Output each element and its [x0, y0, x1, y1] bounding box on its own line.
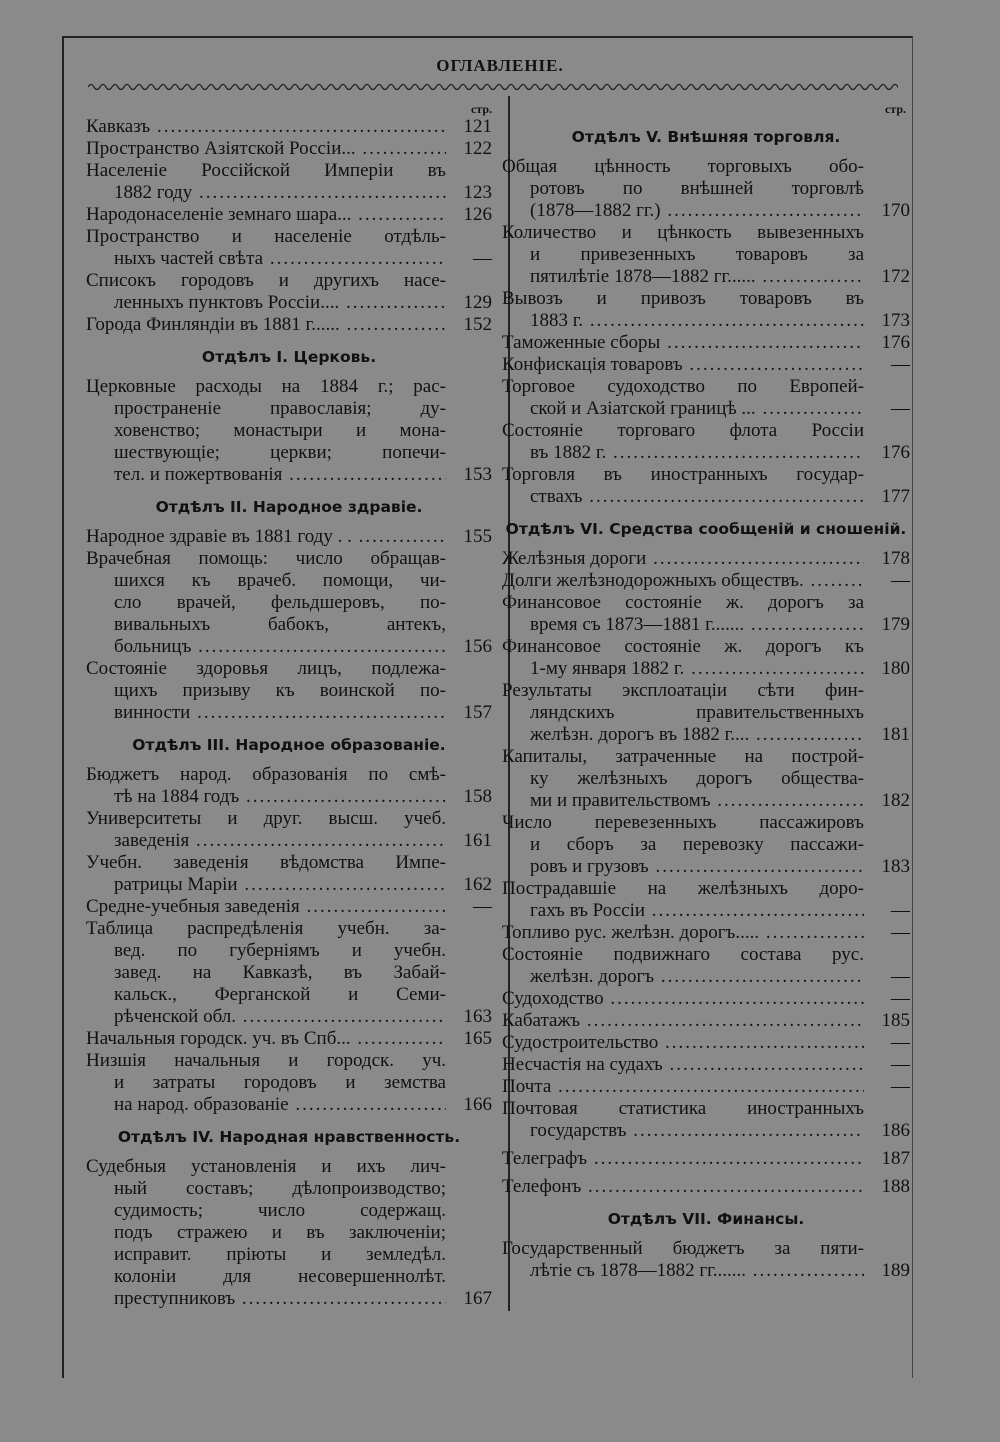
toc-entry[interactable] — [86, 808, 492, 852]
toc-entry[interactable] — [502, 222, 910, 288]
section-heading: Отдѣлъ V. Внѣшняя торговля. — [571, 128, 841, 146]
toc-entry[interactable] — [502, 156, 910, 222]
toc-entry-line: ротовъ по внѣшней торговлѣ — [530, 178, 864, 199]
page-number: 188 — [881, 1176, 910, 1197]
page-number: 166 — [463, 1094, 492, 1115]
toc-entry-line: Почта ..... — [502, 1076, 864, 1098]
toc-right-column — [502, 98, 910, 1282]
toc-entry-line: вивальныхъ бабокъ, антекъ, — [114, 614, 446, 635]
toc-entry[interactable] — [502, 812, 910, 878]
toc-entry-line: ленныхъ пунктовъ Россіи.... ..... — [86, 292, 446, 314]
toc-entry-line: ховенство; монастыри и мона- — [114, 420, 446, 441]
page-number: 167 — [463, 1288, 492, 1309]
toc-entry[interactable] — [502, 988, 910, 1010]
toc-entry-line: Низшія начальныя и городск. уч. — [86, 1050, 446, 1071]
page-column-header: стр. — [470, 102, 492, 116]
page-number: 182 — [881, 790, 910, 811]
toc-entry[interactable] — [502, 944, 910, 988]
page-number: 156 — [463, 636, 492, 657]
toc-left-column — [86, 98, 492, 1310]
toc-entry-line: 1882 году ..... — [86, 182, 446, 204]
toc-entry-line: Судостроительство ..... — [502, 1032, 864, 1054]
toc-entry-line: винности ..... — [86, 702, 446, 724]
toc-entry-line: ляндскихъ правительственныхъ — [530, 702, 864, 723]
toc-entry-line: Состояніе подвижнаго состава рус. — [502, 944, 864, 965]
page-number: 170 — [881, 200, 910, 221]
toc-list-left — [86, 116, 492, 1310]
toc-entry-line: преступниковъ ..... — [86, 1288, 446, 1310]
toc-entry-line: Телеграфъ ..... — [502, 1148, 864, 1170]
toc-entry-line: Списокъ городовъ и другихъ насе- — [86, 270, 446, 291]
toc-entry[interactable] — [502, 332, 910, 354]
toc-entry[interactable] — [502, 680, 910, 746]
toc-entry[interactable] — [502, 1098, 910, 1142]
page-number: 158 — [463, 786, 492, 807]
toc-entry-line: Долги желѣзнодорожныхъ обществъ. ..... — [502, 570, 864, 592]
toc-entry-line: Средне-учебныя заведенія ..... — [86, 896, 446, 918]
toc-entry-line: Кабатажъ ..... — [502, 1010, 864, 1032]
toc-entry[interactable] — [86, 1028, 492, 1050]
toc-entry[interactable] — [86, 526, 492, 548]
toc-entry[interactable] — [502, 548, 910, 570]
toc-entry-line: колоніи для несовершеннолѣт. — [114, 1266, 446, 1287]
toc-entry[interactable] — [502, 878, 910, 922]
toc-entry[interactable] — [502, 1076, 910, 1098]
toc-entry-line: Начальныя городск. уч. въ Спб... ..... — [86, 1028, 446, 1050]
page-number: 187 — [881, 1148, 910, 1169]
page-number: 165 — [463, 1028, 492, 1049]
page-number: 172 — [881, 266, 910, 287]
page-number: 186 — [881, 1120, 910, 1141]
page-number: 153 — [463, 464, 492, 485]
toc-entry-line: ку желѣзныхъ дорогъ общества- — [530, 768, 864, 789]
toc-entry-line: подъ стражею и въ заключеніи; — [114, 1222, 446, 1243]
toc-entry[interactable] — [86, 204, 492, 226]
toc-entry[interactable] — [86, 160, 492, 204]
toc-entry-line: Врачебная помощь: число обращав- — [86, 548, 446, 569]
toc-entry[interactable] — [502, 1176, 910, 1198]
toc-entry-line: Число перевезенныхъ пассажировъ — [502, 812, 864, 833]
toc-entry[interactable] — [502, 746, 910, 812]
toc-entry-line: ми и правительствомъ ..... — [502, 790, 864, 812]
toc-entry-line: Общая цѣнность торговыхъ обо- — [502, 156, 864, 177]
page-number: 180 — [881, 658, 910, 679]
toc-entry-line: и затраты городовъ и земства — [114, 1072, 446, 1093]
toc-entry[interactable] — [86, 852, 492, 896]
toc-entry[interactable] — [86, 1156, 492, 1310]
toc-entry-line: больницъ ..... — [86, 636, 446, 658]
toc-entry-line: Населеніе Россійской Имперіи въ — [86, 160, 446, 181]
toc-entry[interactable] — [502, 354, 910, 376]
page-number: 173 — [881, 310, 910, 331]
toc-entry[interactable] — [502, 1148, 910, 1170]
toc-entry-line: Народонаселеніе земнаго шара... ..... — [86, 204, 446, 226]
page-number: 183 — [881, 856, 910, 877]
toc-entry-line: шествующіе; церкви; попечи- — [114, 442, 446, 463]
page-number: 185 — [881, 1010, 910, 1031]
toc-entry-line: Телефонъ ..... — [502, 1176, 864, 1198]
toc-entry-line: желѣзн. дорогъ въ 1882 г.... ..... — [502, 724, 864, 746]
toc-entry-line: тел. и пожертвованія ..... — [86, 464, 446, 486]
toc-entry[interactable] — [86, 548, 492, 658]
page-number: 178 — [881, 548, 910, 569]
toc-entry-line: Народное здравіе въ 1881 году . . ..... — [86, 526, 446, 548]
toc-entry[interactable] — [86, 138, 492, 160]
toc-entry-line: Таблица распредѣленія учебн. за- — [86, 918, 446, 939]
toc-entry-line: гахъ въ Россіи ..... — [502, 900, 864, 922]
toc-entry-line: заведенія ..... — [86, 830, 446, 852]
toc-entry-line: Кавказъ ..... — [86, 116, 446, 138]
toc-entry-line: Капиталы, затраченные на построй- — [502, 746, 864, 767]
page-title: ОГЛАВЛЕНІЕ. — [436, 56, 564, 75]
toc-entry[interactable] — [502, 464, 910, 508]
page-number: — — [891, 1032, 910, 1053]
section-heading: Отдѣлъ IV. Народная нравственность. — [117, 1128, 461, 1146]
toc-entry[interactable] — [86, 764, 492, 808]
toc-entry-line: 1883 г. ..... — [502, 310, 864, 332]
toc-entry[interactable] — [502, 376, 910, 420]
toc-entry-line: ствахъ ..... — [502, 486, 864, 508]
page-number: — — [891, 1054, 910, 1075]
toc-entry[interactable] — [502, 922, 910, 944]
toc-entry-line: желѣзн. дорогъ ..... — [502, 966, 864, 988]
toc-entry-line: Почтовая статистика иностранныхъ — [502, 1098, 864, 1119]
page-number: 176 — [881, 332, 910, 353]
toc-entry-line: Топливо рус. желѣзн. дорогъ..... ..... — [502, 922, 864, 944]
section-heading: Отдѣлъ VI. Средства сообщеній и сношеній. — [505, 520, 907, 538]
toc-entry[interactable] — [86, 270, 492, 314]
toc-entry-line: исправит. пріюты и земледѣл. — [114, 1244, 446, 1265]
toc-entry-line: и сборъ за перевозку пассажи- — [530, 834, 864, 855]
toc-entry-line: Таможенные сборы ..... — [502, 332, 864, 354]
toc-entry-line: Финансовое состояніе ж. дорогъ къ — [502, 636, 864, 657]
toc-entry-line: государствъ ..... — [502, 1120, 864, 1142]
toc-entry-line: ровъ и грузовъ ..... — [502, 856, 864, 878]
page-number: 179 — [881, 614, 910, 635]
toc-entry-line: Результаты эксплоатаціи сѣти фин- — [502, 680, 864, 701]
page-number: — — [891, 354, 910, 375]
page-number: — — [891, 1076, 910, 1097]
page-number: — — [891, 988, 910, 1009]
toc-entry-line: Пространство Азіятской Россіи... ..... — [86, 138, 446, 160]
page-number: 163 — [463, 1006, 492, 1027]
page-number: 126 — [463, 204, 492, 225]
toc-entry-line: Состояніе торговаго флота Россіи — [502, 420, 864, 441]
toc-entry-line: кальск., Ферганской и Семи- — [114, 984, 446, 1005]
toc-entry-line: ныхъ частей свѣта ..... — [86, 248, 446, 270]
toc-entry-line: и привезенныхъ товаровъ за — [530, 244, 864, 265]
toc-entry[interactable] — [502, 636, 910, 680]
toc-entry[interactable] — [502, 420, 910, 464]
section-heading: Отдѣлъ III. Народное образованіе. — [132, 736, 446, 754]
section-heading: Отдѣлъ VII. Финансы. — [607, 1210, 805, 1228]
toc-entry-line: Церковные расходы на 1884 г.; рас- — [86, 376, 446, 397]
toc-entry-line: Города Финляндіи въ 1881 г...... ..... — [86, 314, 446, 336]
toc-entry-line: тѣ на 1884 годъ ..... — [86, 786, 446, 808]
page-number: 162 — [463, 874, 492, 895]
toc-entry-line: Торговля въ иностранныхъ государ- — [502, 464, 864, 485]
toc-entry[interactable] — [502, 288, 910, 332]
page-number: 129 — [463, 292, 492, 313]
page-number: 161 — [463, 830, 492, 851]
toc-entry-line: рѣченской обл. ..... — [86, 1006, 446, 1028]
section-heading: Отдѣлъ II. Народное здравіе. — [155, 498, 423, 516]
page-number: 189 — [881, 1260, 910, 1281]
toc-entry[interactable] — [86, 1050, 492, 1116]
toc-entry-line: на народ. образованіе ..... — [86, 1094, 446, 1116]
toc-entry-line: Несчастія на судахъ ..... — [502, 1054, 864, 1076]
toc-entry-line: (1878—1882 гг.) ..... — [502, 200, 864, 222]
ornamental-divider — [88, 80, 898, 94]
toc-entry[interactable] — [502, 592, 910, 636]
toc-entry[interactable] — [86, 314, 492, 336]
page-number: — — [473, 248, 492, 269]
page-number: 122 — [463, 138, 492, 159]
toc-entry[interactable] — [502, 1054, 910, 1076]
toc-entry-line: пятилѣтіе 1878—1882 гг...... ..... — [502, 266, 864, 288]
toc-entry-line: Пространство и населеніе отдѣль- — [86, 226, 446, 247]
toc-entry-line: ской и Азіатской границѣ ... ..... — [502, 398, 864, 420]
toc-entry[interactable] — [502, 1032, 910, 1054]
toc-entry-line: щихъ призыву къ воинской по- — [114, 680, 446, 701]
page-number: — — [891, 966, 910, 987]
toc-entry[interactable] — [502, 570, 910, 592]
toc-entry-line: ный составъ; дѣлопроизводство; — [114, 1178, 446, 1199]
page-number: 152 — [463, 314, 492, 335]
section-heading: Отдѣлъ I. Церковь. — [201, 348, 377, 366]
toc-entry-line: Состояніе здоровья лицъ, подлежа- — [86, 658, 446, 679]
toc-entry-line: шихся къ врачеб. помощи, чи- — [114, 570, 446, 591]
page-number: 176 — [881, 442, 910, 463]
page-number: 155 — [463, 526, 492, 547]
toc-entry-line: Вывозъ и привозъ товаровъ въ — [502, 288, 864, 309]
toc-entry[interactable] — [502, 1238, 910, 1282]
page-number: — — [473, 896, 492, 917]
page-number: — — [891, 570, 910, 591]
toc-entry-line: Конфискація товаровъ ..... — [502, 354, 864, 376]
toc-entry-line: сло врачей, фельдшеровъ, по- — [114, 592, 446, 613]
toc-entry[interactable] — [86, 896, 492, 918]
toc-entry-line: Бюджетъ народ. образованія по смѣ- — [86, 764, 446, 785]
toc-entry-line: Судоходство ..... — [502, 988, 864, 1010]
toc-entry-line: лѣтіе съ 1878—1882 гг....... ..... — [502, 1260, 864, 1282]
toc-entry[interactable] — [86, 226, 492, 270]
toc-entry[interactable] — [86, 658, 492, 724]
toc-entry-line: Государственный бюджетъ за пяти- — [502, 1238, 864, 1259]
toc-entry-line: Учебн. заведенія вѣдомства Импе- — [86, 852, 446, 873]
toc-entry[interactable] — [86, 116, 492, 138]
toc-entry-line: ратрицы Маріи ..... — [86, 874, 446, 896]
page-number: — — [891, 900, 910, 921]
toc-entry-line: вед. по губерніямъ и учебн. — [114, 940, 446, 961]
toc-entry-line: время съ 1873—1881 г....... ..... — [502, 614, 864, 636]
toc-entry[interactable] — [86, 376, 492, 486]
page-column-header: стр. — [884, 102, 906, 116]
toc-entry-line: 1-му января 1882 г. ..... — [502, 658, 864, 680]
toc-entry-line: Университеты и друг. высш. учеб. — [86, 808, 446, 829]
page-number: 181 — [881, 724, 910, 745]
toc-entry-line: Судебныя установленія и ихъ лич- — [86, 1156, 446, 1177]
toc-entry[interactable] — [86, 918, 492, 1028]
toc-entry[interactable] — [502, 1010, 910, 1032]
page-number: 123 — [463, 182, 492, 203]
toc-entry-line: Желѣзныя дороги ..... — [502, 548, 864, 570]
toc-entry-line: въ 1882 г. ..... — [502, 442, 864, 464]
toc-entry-line: судимость; число содержащ. — [114, 1200, 446, 1221]
page-number: 177 — [881, 486, 910, 507]
toc-entry-line: Торговое судоходство по Европей- — [502, 376, 864, 397]
page-number: 121 — [463, 116, 492, 137]
toc-list-right — [502, 128, 910, 1282]
page-number: — — [891, 922, 910, 943]
toc-entry-line: завед. на Кавказѣ, въ Забай- — [114, 962, 446, 983]
toc-entry-line: Пострадавшіе на желѣзныхъ доро- — [502, 878, 864, 899]
page-number: — — [891, 398, 910, 419]
page-number: 157 — [463, 702, 492, 723]
toc-entry-line: пространеніе православія; ду- — [114, 398, 446, 419]
toc-entry-line: Количество и цѣнкость вывезенныхъ — [502, 222, 864, 243]
toc-entry-line: Финансовое состояніе ж. дорогъ за — [502, 592, 864, 613]
